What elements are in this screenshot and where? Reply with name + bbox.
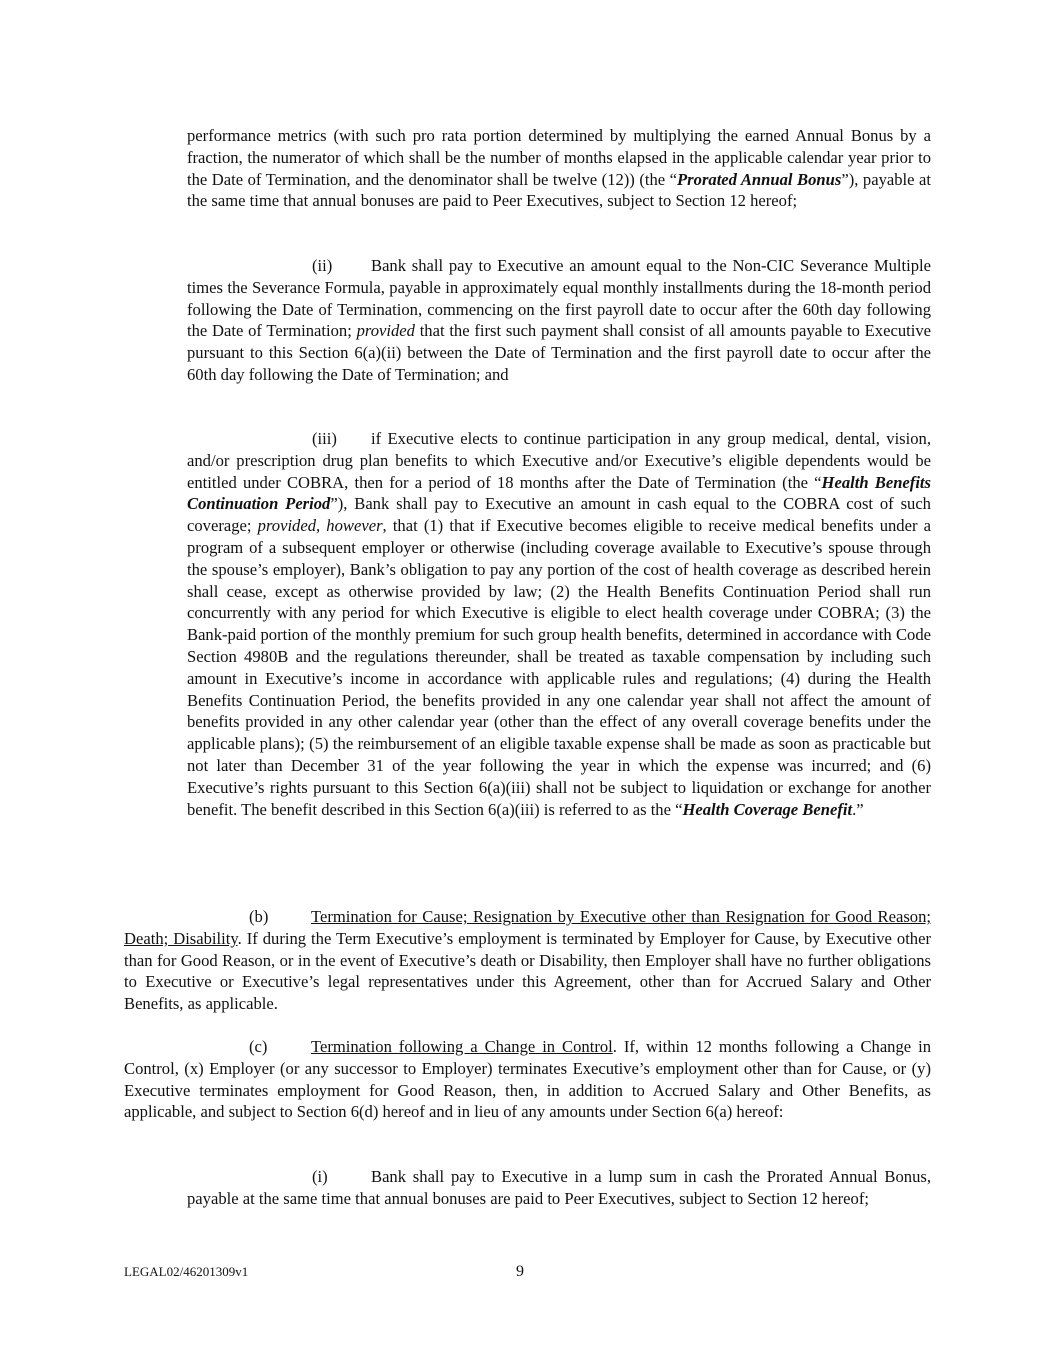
section-heading: Termination following a Change in Control: [311, 1037, 613, 1056]
clause-number: (c): [249, 1037, 268, 1056]
paragraph-a-ii: [187, 255, 931, 386]
defined-term: Prorated Annual Bonus: [677, 169, 842, 189]
section-heading: Termination for Cause; Resignation by Executive other than Resignation for Good Reason; Death; Disability: [124, 907, 931, 948]
text: .”: [852, 799, 864, 819]
text: , that (1) that if Executive becomes eligible to receive medical benefits under a program of a subsequent employer or otherwise (including coverage available to Executive’s spouse through the spouse’s employer), Bank’s obligation to pay any portion of the cost of health coverage as described herein shall cease, except as otherwise provided by law; (2) the Health Benefits Continuation Period shall run concurrently with any period for which Executive is eligible to elect health coverage under COBRA; (3) the Bank-paid portion of the monthly premium for such group health benefits, determined in accordance with Code Section 4980B and the regulations thereunder, shall be treated as taxable compensation by including such amount in Executive’s income in accordance with applicable rules and regulations; (4) during the Health Benefits Continuation Period, the benefits provided in any one calendar year shall not affect the amount of benefits provided in any other calendar year (other than the effect of any overall coverage benefits under the applicable plans); (5) the reimbursement of an eligible taxable expense shall be made as soon as practicable but not later than December 31 of the year following the year in which the expense was incurred; and (6) Executive’s rights pursuant to this Section 6(a)(iii) shall not be subject to liquidation or exchange for another benefit. The benefit described in this Section 6(a)(iii) is referred to as the “: [187, 516, 932, 819]
text: if Executive elects to continue participation in any group medical, dental, vision, and/or prescription drug plan benefits to which Executive and/or Executive’s eligible dependents would be entitled under COBRA, then for a period of 18 months after the Date of Termination (the “: [187, 429, 931, 492]
defined-term: Health Benefits Continuation Period: [187, 472, 931, 514]
text: Bank shall pay to Executive an amount equal to the Non-CIC Severance Multiple times the Severance Formula, payable in approximately equal monthly installments during the 18-month period following the Date of Termination, commencing on the first payroll date to occur after the 60th day following the Date of Termination;: [187, 256, 931, 341]
paragraph-b: [124, 906, 931, 1015]
clause-number: (b): [249, 907, 269, 926]
footer-document-id: LEGAL02/46201309v1: [124, 1264, 249, 1279]
clause-number: (ii): [312, 256, 333, 275]
paragraph-a-iii: [187, 428, 931, 820]
text: . If, within 12 months following a Change in Control, (x) Employer (or any successor to Employer) terminates Executive’s employment other than for Cause, or (y) Executive terminates employment for Good Reason, then, in addition to Accrued Salary and Other Benefits, as applicable, and subject to Section 6(d) hereof and in lieu of any amounts under Section 6(a) hereof:: [124, 1037, 931, 1122]
clause-number: (iii): [312, 429, 337, 448]
paragraph-prorated-annual-bonus: [187, 125, 931, 212]
text: ”), payable at the same time that annual bonuses are paid to Peer Executives, subject to Section 12 hereof;: [187, 169, 931, 211]
text: that the first such payment shall consist of all amounts payable to Executive pursuant to this Section 6(a)(ii) between the Date of Termination and the first payroll date to occur after the 60th day following the Date of Termination; and: [187, 321, 931, 384]
text: . If during the Term Executive’s employment is terminated by Employer for Cause, by Executive other than for Good Reason, or in the event of Executive’s death or Disability, then Employer shall have no further obligations to Executive or Executive’s legal representatives under this Agreement, other than for Accrued Salary and Other Benefits, as applicable.: [124, 928, 931, 1014]
footer-page-number: 9: [516, 1263, 524, 1280]
italic-text: provided: [356, 321, 415, 341]
defined-term: Health Coverage Benefit: [682, 799, 853, 819]
text: Bank shall pay to Executive in a lump sum in cash the Prorated Annual Bonus, payable at the same time that annual bonuses are paid to Peer Executives, subject to Section 12 hereof;: [187, 1167, 931, 1208]
clause-number: (i): [312, 1167, 328, 1186]
text: performance metrics (with such pro rata portion determined by multiplying the earned Annual Bonus by a fraction, the numerator of which shall be the number of months elapsed in the applicable calendar year prior to the Date of Termination, and the denominator shall be twelve (12)) (the “: [187, 126, 931, 189]
italic-text: provided, however: [257, 516, 383, 536]
paragraph-c: [124, 1036, 931, 1123]
text: ”), Bank shall pay to Executive an amount in cash equal to the COBRA cost of such coverage;: [187, 494, 931, 536]
paragraph-c-i: [187, 1166, 931, 1210]
